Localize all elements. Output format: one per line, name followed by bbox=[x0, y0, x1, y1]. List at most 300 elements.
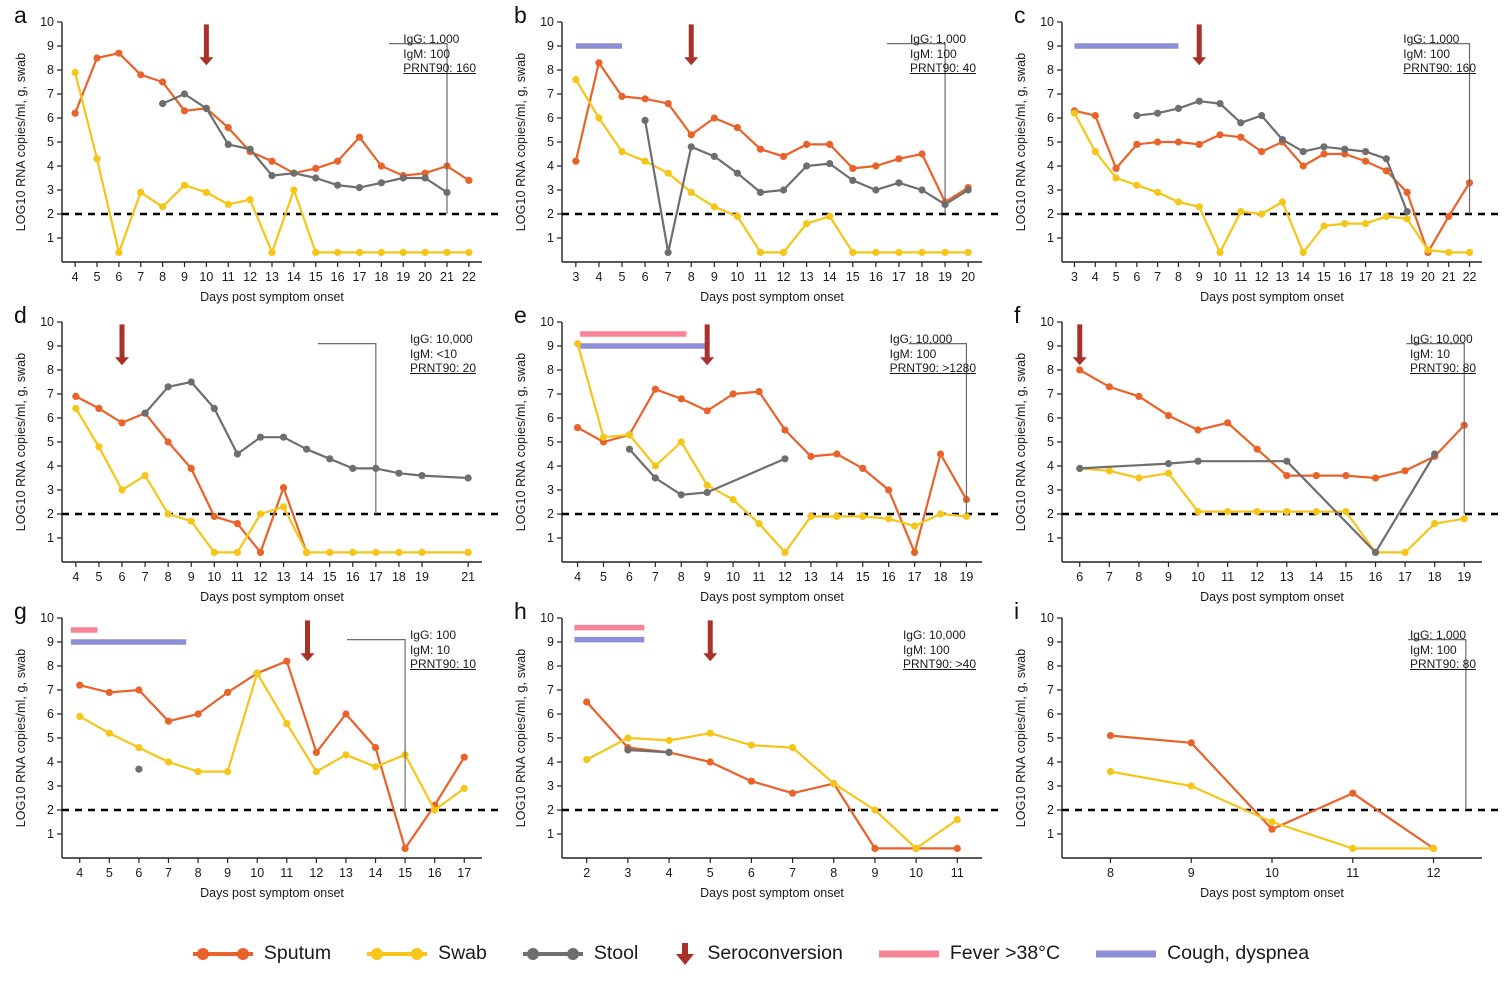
data-point-stool bbox=[624, 746, 631, 753]
y-tick-label: 5 bbox=[547, 135, 554, 149]
data-point-swab bbox=[895, 249, 902, 256]
data-point-stool bbox=[303, 446, 310, 453]
y-tick-label: 3 bbox=[1047, 779, 1054, 793]
data-point-swab bbox=[781, 549, 788, 556]
data-point-swab bbox=[965, 249, 972, 256]
data-point-swab bbox=[93, 155, 100, 162]
x-tick-label: 9 bbox=[1165, 570, 1172, 584]
y-tick-label: 1 bbox=[547, 827, 554, 841]
antibody-annotation bbox=[1410, 332, 1476, 376]
x-tick-label: 10 bbox=[1265, 866, 1279, 880]
plot-area bbox=[1014, 611, 1482, 900]
data-point-swab bbox=[641, 158, 648, 165]
data-point-swab bbox=[115, 249, 122, 256]
y-tick-label: 5 bbox=[1047, 435, 1054, 449]
x-tick-label: 10 bbox=[207, 570, 222, 584]
data-point-swab bbox=[1071, 110, 1078, 117]
y-tick-label: 2 bbox=[547, 507, 554, 521]
y-tick-label: 10 bbox=[1040, 611, 1054, 625]
series-line-swab bbox=[576, 80, 968, 253]
y-tick-label: 6 bbox=[1047, 411, 1054, 425]
y-tick-label: 7 bbox=[547, 683, 554, 697]
data-point-swab bbox=[1112, 174, 1119, 181]
series-line-stool bbox=[645, 120, 968, 252]
x-tick-label: 10 bbox=[730, 270, 745, 284]
x-tick-label: 4 bbox=[665, 866, 673, 880]
x-tick-label: 10 bbox=[250, 866, 265, 880]
y-tick-label: 7 bbox=[47, 683, 54, 697]
data-point-sputum bbox=[1268, 826, 1275, 833]
data-point-sputum bbox=[165, 438, 172, 445]
data-point-sputum bbox=[789, 790, 796, 797]
data-point-swab bbox=[1300, 249, 1307, 256]
data-point-swab bbox=[400, 249, 407, 256]
x-tick-label: 10 bbox=[1213, 270, 1227, 284]
x-tick-label: 16 bbox=[881, 570, 896, 584]
data-point-sputum bbox=[342, 710, 349, 717]
data-point-swab bbox=[372, 549, 379, 556]
x-tick-label: 19 bbox=[1457, 570, 1472, 584]
data-point-sputum bbox=[312, 165, 319, 172]
data-point-stool bbox=[965, 186, 972, 193]
data-point-sputum bbox=[1133, 141, 1140, 148]
x-tick-label: 15 bbox=[1338, 570, 1353, 584]
legend-item-seroconversion bbox=[672, 941, 843, 967]
data-point-stool bbox=[418, 472, 425, 479]
data-point-sputum bbox=[595, 59, 602, 66]
x-tick-label: 9 bbox=[1187, 866, 1195, 880]
data-point-swab bbox=[711, 203, 718, 210]
data-point-swab bbox=[224, 768, 231, 775]
x-tick-label: 5 bbox=[618, 270, 626, 284]
data-point-sputum bbox=[1076, 366, 1083, 373]
plot-area bbox=[14, 315, 482, 604]
data-point-stool bbox=[422, 174, 429, 181]
y-tick-label: 8 bbox=[47, 363, 54, 377]
y-tick-label: 6 bbox=[547, 411, 554, 425]
legend-swatch-fever bbox=[877, 941, 941, 967]
x-tick-label: 18 bbox=[915, 270, 929, 284]
data-point-swab bbox=[234, 549, 241, 556]
x-tick-label: 12 bbox=[243, 270, 258, 284]
plot-area bbox=[14, 15, 482, 304]
data-point-sputum bbox=[372, 744, 379, 751]
data-point-swab bbox=[1237, 208, 1244, 215]
data-point-swab bbox=[334, 249, 341, 256]
data-point-sputum bbox=[572, 158, 579, 165]
data-point-swab bbox=[734, 213, 741, 220]
data-point-swab bbox=[574, 340, 581, 347]
panel-e bbox=[500, 300, 1000, 604]
antibody-annotation bbox=[903, 628, 976, 672]
x-tick-label: 17 bbox=[1398, 570, 1413, 584]
data-point-stool bbox=[895, 179, 902, 186]
x-tick-label: 8 bbox=[159, 270, 167, 284]
data-point-stool bbox=[665, 249, 672, 256]
data-point-sputum bbox=[1106, 383, 1113, 390]
data-point-swab bbox=[1135, 474, 1142, 481]
data-point-stool bbox=[918, 186, 925, 193]
data-point-sputum bbox=[1188, 739, 1195, 746]
data-point-stool bbox=[1237, 119, 1244, 126]
y-tick-label: 2 bbox=[47, 207, 54, 221]
data-point-swab bbox=[312, 249, 319, 256]
y-tick-label: 6 bbox=[47, 111, 54, 125]
x-tick-label: 6 bbox=[135, 866, 143, 880]
x-tick-label: 2 bbox=[583, 866, 591, 880]
x-tick-label: 9 bbox=[710, 270, 718, 284]
x-tick-label: 8 bbox=[1174, 270, 1182, 284]
igm-value: IgM: 10 bbox=[1409, 346, 1450, 361]
data-point-sputum bbox=[1175, 138, 1182, 145]
data-point-stool bbox=[378, 179, 385, 186]
x-tick-label: 7 bbox=[1154, 270, 1162, 284]
x-tick-label: 8 bbox=[677, 570, 685, 584]
data-point-stool bbox=[1372, 549, 1379, 556]
x-tick-label: 5 bbox=[105, 866, 113, 880]
prnt90-value: PRNT90: 40 bbox=[909, 61, 976, 75]
y-tick-label: 1 bbox=[1047, 827, 1054, 841]
data-point-sputum bbox=[583, 698, 590, 705]
data-point-stool bbox=[465, 474, 472, 481]
x-tick-label: 14 bbox=[368, 866, 383, 880]
data-point-stool bbox=[356, 184, 363, 191]
y-tick-label: 10 bbox=[540, 315, 554, 329]
data-point-swab bbox=[626, 431, 633, 438]
x-tick-label: 11 bbox=[230, 570, 244, 584]
data-point-sputum bbox=[1320, 150, 1327, 157]
data-point-swab bbox=[780, 249, 787, 256]
data-point-swab bbox=[1283, 508, 1290, 515]
prnt90-value: PRNT90: 80 bbox=[1409, 361, 1476, 375]
arrow-head bbox=[1073, 357, 1087, 365]
data-point-stool bbox=[234, 450, 241, 457]
x-tick-label: 17 bbox=[368, 570, 383, 584]
data-point-swab bbox=[707, 730, 714, 737]
data-point-sputum bbox=[730, 390, 737, 397]
x-tick-label: 10 bbox=[909, 866, 924, 880]
data-point-swab bbox=[290, 186, 297, 193]
x-axis-label: Days post symptom onset bbox=[700, 290, 844, 304]
y-tick-label: 3 bbox=[547, 483, 554, 497]
data-point-swab bbox=[1401, 549, 1408, 556]
panel-g bbox=[0, 596, 500, 900]
series-line-stool bbox=[1137, 101, 1407, 211]
y-axis-label: LOG10 RNA copies/ml, g, swab bbox=[1014, 52, 1028, 232]
data-point-sputum bbox=[1342, 472, 1349, 479]
data-point-swab bbox=[871, 806, 878, 813]
x-tick-label: 13 bbox=[265, 270, 279, 284]
data-point-swab bbox=[1383, 213, 1390, 220]
data-point-stool bbox=[711, 153, 718, 160]
data-point-sputum bbox=[461, 754, 468, 761]
y-tick-label: 4 bbox=[47, 755, 54, 769]
data-point-swab bbox=[72, 405, 79, 412]
x-tick-label: 8 bbox=[1135, 570, 1143, 584]
data-point-stool bbox=[400, 174, 407, 181]
data-point-swab bbox=[1196, 203, 1203, 210]
x-tick-label: 13 bbox=[803, 570, 818, 584]
data-point-swab bbox=[257, 510, 264, 517]
x-tick-label: 4 bbox=[595, 270, 603, 284]
data-point-sputum bbox=[652, 386, 659, 393]
data-point-sputum bbox=[76, 682, 83, 689]
igm-value: IgM: 100 bbox=[902, 642, 950, 657]
panel-letter: g bbox=[14, 598, 27, 624]
data-point-swab bbox=[1133, 182, 1140, 189]
data-point-sputum bbox=[871, 845, 878, 852]
data-point-sputum bbox=[1404, 189, 1411, 196]
x-tick-label: 8 bbox=[830, 866, 838, 880]
data-point-swab bbox=[789, 744, 796, 751]
series-line-stool bbox=[145, 382, 468, 478]
arrow-head bbox=[300, 653, 314, 661]
data-point-sputum bbox=[1445, 213, 1452, 220]
legend-label-seroconversion: Seroconversion bbox=[707, 942, 843, 964]
data-point-stool bbox=[1431, 450, 1438, 457]
seroconversion-arrow bbox=[199, 24, 213, 65]
data-point-sputum bbox=[211, 513, 218, 520]
x-tick-label: 12 bbox=[1426, 866, 1441, 880]
data-point-stool bbox=[734, 170, 741, 177]
data-point-swab bbox=[106, 730, 113, 737]
data-point-sputum bbox=[849, 165, 856, 172]
igg-value: IgG: 1,000 bbox=[403, 32, 460, 46]
y-tick-label: 9 bbox=[547, 635, 554, 649]
data-point-sputum bbox=[135, 686, 142, 693]
x-tick-label: 6 bbox=[747, 866, 755, 880]
y-tick-label: 9 bbox=[547, 39, 554, 53]
data-point-sputum bbox=[803, 141, 810, 148]
panel-f bbox=[1000, 300, 1500, 604]
x-tick-label: 5 bbox=[93, 270, 101, 284]
data-point-swab bbox=[918, 249, 925, 256]
legend-item-swab bbox=[365, 941, 487, 967]
y-tick-label: 10 bbox=[40, 315, 54, 329]
y-tick-label: 4 bbox=[1047, 159, 1054, 173]
igm-value: IgM: 100 bbox=[1409, 642, 1457, 657]
data-point-stool bbox=[1076, 465, 1083, 472]
legend-swatch-swab bbox=[365, 941, 429, 967]
x-tick-label: 13 bbox=[1275, 270, 1290, 284]
y-tick-label: 1 bbox=[47, 531, 54, 545]
data-point-sputum bbox=[618, 93, 625, 100]
data-point-stool bbox=[290, 170, 297, 177]
y-tick-label: 10 bbox=[540, 611, 554, 625]
data-point-swab bbox=[1224, 508, 1231, 515]
y-tick-label: 7 bbox=[47, 387, 54, 401]
data-point-sputum bbox=[378, 162, 385, 169]
y-tick-label: 3 bbox=[47, 779, 54, 793]
data-point-stool bbox=[1300, 148, 1307, 155]
y-tick-label: 1 bbox=[47, 231, 54, 245]
data-point-swab bbox=[1254, 508, 1261, 515]
x-tick-label: 5 bbox=[706, 866, 714, 880]
data-point-sputum bbox=[757, 146, 764, 153]
data-point-sputum bbox=[118, 419, 125, 426]
panel-h bbox=[500, 596, 1000, 900]
y-tick-label: 2 bbox=[1047, 507, 1054, 521]
x-tick-label: 15 bbox=[855, 570, 870, 584]
x-axis-label: Days post symptom onset bbox=[1200, 590, 1344, 604]
seroconversion-arrow bbox=[300, 620, 314, 661]
y-tick-label: 9 bbox=[47, 39, 54, 53]
data-point-swab bbox=[165, 758, 172, 765]
y-tick-label: 4 bbox=[1047, 755, 1054, 769]
data-point-swab bbox=[395, 549, 402, 556]
prnt90-value: PRNT90: >40 bbox=[902, 657, 976, 671]
series-line-stool bbox=[628, 750, 669, 752]
data-point-swab bbox=[95, 443, 102, 450]
x-tick-label: 6 bbox=[115, 270, 123, 284]
x-tick-label: 3 bbox=[1070, 270, 1078, 284]
data-point-stool bbox=[135, 766, 142, 773]
data-point-sputum bbox=[665, 100, 672, 107]
x-tick-label: 18 bbox=[1379, 270, 1394, 284]
y-tick-label: 6 bbox=[547, 111, 554, 125]
data-point-sputum bbox=[734, 124, 741, 131]
legend-label-cough: Cough, dyspnea bbox=[1167, 942, 1310, 964]
y-tick-label: 10 bbox=[540, 15, 554, 29]
arrow-head bbox=[700, 357, 714, 365]
data-point-stool bbox=[1196, 98, 1203, 105]
data-point-stool bbox=[1320, 143, 1327, 150]
data-point-swab bbox=[1349, 845, 1356, 852]
x-tick-label: 13 bbox=[276, 570, 291, 584]
data-point-swab bbox=[624, 734, 631, 741]
data-point-sputum bbox=[641, 95, 648, 102]
legend-label-stool: Stool bbox=[593, 942, 639, 964]
y-tick-label: 8 bbox=[547, 363, 554, 377]
data-point-stool bbox=[849, 177, 856, 184]
data-point-stool bbox=[678, 491, 685, 498]
y-tick-label: 5 bbox=[547, 731, 554, 745]
x-tick-label: 3 bbox=[624, 866, 632, 880]
igg-value: IgG: 1,000 bbox=[1403, 32, 1460, 46]
data-point-swab bbox=[1424, 246, 1431, 253]
x-tick-label: 6 bbox=[625, 570, 633, 584]
data-point-swab bbox=[755, 520, 762, 527]
data-point-stool bbox=[141, 410, 148, 417]
series-line-swab bbox=[76, 408, 468, 552]
legend-swatch-seroconversion bbox=[672, 941, 698, 967]
y-axis-label: LOG10 RNA copies/ml, g, swab bbox=[1014, 352, 1028, 532]
x-tick-label: 11 bbox=[221, 270, 235, 284]
x-tick-label: 18 bbox=[391, 570, 406, 584]
plot-area bbox=[514, 611, 982, 900]
data-point-stool bbox=[312, 174, 319, 181]
x-tick-label: 17 bbox=[891, 270, 906, 284]
series-line-swab bbox=[1075, 113, 1470, 252]
x-tick-label: 8 bbox=[194, 866, 202, 880]
arrow-head bbox=[115, 357, 129, 365]
data-point-sputum bbox=[1154, 138, 1161, 145]
igm-value: IgM: 100 bbox=[889, 346, 937, 361]
plot-area bbox=[514, 315, 982, 604]
x-tick-label: 10 bbox=[726, 570, 741, 584]
data-point-sputum bbox=[181, 107, 188, 114]
data-point-sputum bbox=[165, 718, 172, 725]
data-point-sputum bbox=[1313, 472, 1320, 479]
data-point-swab bbox=[378, 249, 385, 256]
y-tick-label: 7 bbox=[547, 87, 554, 101]
x-tick-label: 5 bbox=[95, 570, 103, 584]
panel-letter: d bbox=[14, 302, 27, 328]
legend-label-fever: Fever >38°C bbox=[949, 942, 1061, 964]
y-tick-label: 3 bbox=[47, 483, 54, 497]
data-point-stool bbox=[326, 455, 333, 462]
x-tick-label: 14 bbox=[822, 270, 837, 284]
y-tick-label: 2 bbox=[47, 803, 54, 817]
data-point-stool bbox=[826, 160, 833, 167]
data-point-swab bbox=[1092, 148, 1099, 155]
data-point-sputum bbox=[194, 710, 201, 717]
data-point-stool bbox=[268, 172, 275, 179]
y-tick-label: 2 bbox=[547, 803, 554, 817]
x-tick-label: 6 bbox=[118, 570, 126, 584]
data-point-stool bbox=[280, 434, 287, 441]
x-tick-label: 11 bbox=[752, 570, 766, 584]
y-tick-label: 5 bbox=[1047, 731, 1054, 745]
x-tick-label: 19 bbox=[396, 270, 411, 284]
data-point-stool bbox=[1258, 112, 1265, 119]
x-tick-label: 13 bbox=[338, 866, 353, 880]
data-point-sputum bbox=[159, 78, 166, 85]
y-tick-label: 8 bbox=[47, 63, 54, 77]
x-tick-label: 18 bbox=[933, 570, 948, 584]
legend-swatch-cough bbox=[1094, 941, 1158, 967]
data-point-swab bbox=[688, 189, 695, 196]
data-point-stool bbox=[257, 434, 264, 441]
data-point-sputum bbox=[781, 426, 788, 433]
data-point-sputum bbox=[954, 845, 961, 852]
y-tick-label: 6 bbox=[1047, 111, 1054, 125]
y-tick-label: 5 bbox=[47, 135, 54, 149]
x-tick-label: 14 bbox=[1296, 270, 1311, 284]
series-line-sputum bbox=[76, 396, 307, 552]
data-point-sputum bbox=[1372, 474, 1379, 481]
data-point-swab bbox=[342, 751, 349, 758]
data-point-swab bbox=[141, 472, 148, 479]
x-tick-label: 7 bbox=[1105, 570, 1113, 584]
data-point-sputum bbox=[1196, 141, 1203, 148]
data-point-swab bbox=[1165, 470, 1172, 477]
panel-letter: c bbox=[1014, 2, 1026, 28]
x-tick-label: 7 bbox=[165, 866, 172, 880]
y-tick-label: 9 bbox=[1047, 339, 1054, 353]
y-tick-label: 10 bbox=[40, 15, 54, 29]
arrow-head bbox=[1192, 57, 1206, 65]
data-point-sputum bbox=[95, 405, 102, 412]
x-tick-label: 12 bbox=[778, 570, 792, 584]
data-point-swab bbox=[1320, 222, 1327, 229]
data-point-sputum bbox=[1401, 467, 1408, 474]
x-tick-label: 17 bbox=[1358, 270, 1373, 284]
x-tick-label: 15 bbox=[308, 270, 323, 284]
x-axis-label: Days post symptom onset bbox=[200, 590, 344, 604]
x-tick-label: 13 bbox=[1279, 570, 1294, 584]
data-point-swab bbox=[203, 189, 210, 196]
data-point-sputum bbox=[257, 549, 264, 556]
y-tick-label: 4 bbox=[1047, 459, 1054, 473]
panel-letter: f bbox=[1014, 302, 1021, 328]
y-tick-label: 9 bbox=[547, 339, 554, 353]
x-tick-label: 20 bbox=[1420, 270, 1435, 284]
data-point-swab bbox=[188, 518, 195, 525]
igm-value: IgM: <10 bbox=[409, 346, 457, 361]
data-point-sputum bbox=[334, 158, 341, 165]
x-tick-label: 15 bbox=[398, 866, 413, 880]
